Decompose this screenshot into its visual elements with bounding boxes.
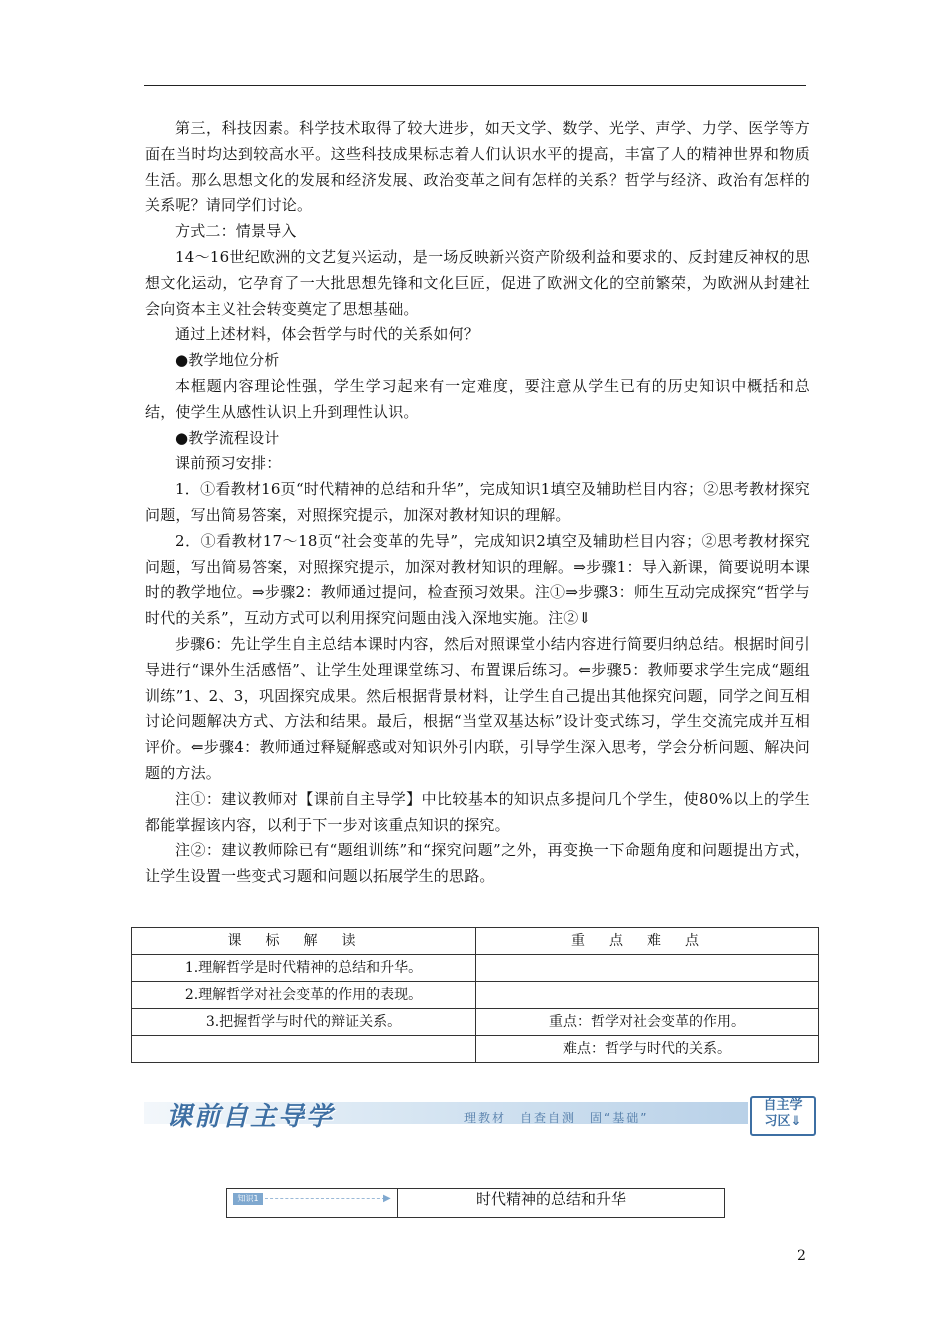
paragraph: 步骤6：先让学生自主总结本课时内容，然后对照课堂小结内容进行简要归纳总结。根据时间引导进行“课外生活感悟”、让学生处理课堂练习、布置课后练习。⇐步骤5：教师要求学生完成“题组训练”1、2、3，巩固探究成果。然后根据背景材料，让学生自己提出其他探究问题，同学之间互相讨论问题解决方式、方法和结果。最后，根据“当堂双基达标”设计变式练习，学生交流完成并互相评价。⇐步骤4：教师通过释疑解惑或对知识外引内联，引导学生深入思考，学会分析问题、解决问题的方法。 <box>145 634 810 782</box>
paragraph: 2．①看教材17～18页“社会变革的先导”，完成知识2填空及辅助栏目内容；②思考教材探究问题，写出简易答案，对照探究提示，加深对教材知识的理解。⇒步骤1：导入新课，简要说明本课时的教学地位。⇒步骤2：教师通过提问，检查预习效果。注①⇒步骤3：师生互动完成探究“哲学与时代的关系”，互动方式可以利用探究问题由浅入深地实施。注②⇓ <box>145 531 810 628</box>
note: 注②：建议教师除已有“题组训练”和“探究问题”之外，再变换一下命题角度和问题提出方式，让学生设置一些变式习题和问题以拓展学生的思路。 <box>145 841 810 886</box>
knowledge-title: 时代精神的总结和升华 <box>476 1190 627 1208</box>
note: 注①：建议教师对【课前自主导学】中比较基本的知识点多提问几个学生，使80%以上的学生都能掌握该内容，以利于下一步对该重点知识的探究。 <box>145 789 810 834</box>
knowledge-heading-box <box>226 1188 725 1218</box>
table-row <box>132 1009 819 1036</box>
header-rule <box>144 85 806 86</box>
banner-badge-line: 自主学 <box>763 1098 803 1113</box>
paragraph: 14～16世纪欧洲的文艺复兴运动，是一场反映新兴资产阶级利益和要求的、反封建反神权的思想文化运动，它孕育了一大批思想先锋和文化巨匠，促进了欧洲文化的空前繁荣，为欧洲从封建社会向资本主义社会转变奠定了思想基础。 <box>145 247 810 318</box>
table-cell: 2.理解哲学对社会变革的作用的表现。 <box>132 982 476 1009</box>
header-key-points: 重点难点 <box>476 928 819 955</box>
table-row <box>132 955 819 982</box>
paragraph: 1．①看教材16页“时代精神的总结和升华”，完成知识1填空及辅助栏目内容；②思考教材探究问题，写出简易答案，对照探究提示，加深对教材知识的理解。 <box>145 480 810 524</box>
section-banner <box>144 1092 816 1136</box>
body-text <box>145 116 810 890</box>
table-row <box>132 982 819 1009</box>
paragraph: 通过上述材料，体会哲学与时代的关系如何？ <box>175 325 480 344</box>
header-standards: 课标解读 <box>132 928 476 955</box>
table-cell: 难点：哲学与时代的关系。 <box>476 1036 819 1063</box>
standards-table <box>131 927 819 1063</box>
banner-badge <box>750 1096 816 1136</box>
table-cell <box>132 1036 476 1063</box>
table-cell: 重点：哲学对社会变革的作用。 <box>476 1009 819 1036</box>
knowledge-tag: 知识1 <box>233 1193 263 1205</box>
paragraph: 本框题内容理论性强，学生学习起来有一定难度，要注意从学生已有的历史知识中概括和总结，使学生从感性认识上升到理性认识。 <box>145 376 810 421</box>
section-heading: ●教学地位分析 <box>175 351 280 370</box>
table-cell <box>476 955 819 982</box>
section-heading: ●教学流程设计 <box>175 428 280 447</box>
dashed-line <box>265 1198 385 1199</box>
table-cell <box>476 982 819 1009</box>
page-number: 2 <box>797 1248 806 1264</box>
table-cell: 1.理解哲学是时代精神的总结和升华。 <box>132 955 476 982</box>
table-cell: 3.把握哲学与时代的辩证关系。 <box>132 1009 476 1036</box>
paragraph: 第三，科技因素。科学技术取得了较大进步，如天文学、数学、光学、声学、力学、医学等方面在当时均达到较高水平。这些科技成果标志着人们认识水平的提高，丰富了人的精神世界和物质生活。那么思想文化的发展和经济发展、政治变革之间有怎样的关系？哲学与经济、政治有怎样的关系呢？请同学们讨论。 <box>145 119 810 215</box>
table-header-row <box>132 928 819 955</box>
banner-title: 课前自主导学 <box>166 1102 335 1132</box>
banner-slogan: 理教材 自查自测 固“基础” <box>464 1111 649 1125</box>
paragraph: 方式二：情景导入 <box>175 222 297 241</box>
table-row <box>132 1036 819 1063</box>
knowledge-tag-cell <box>227 1189 398 1217</box>
banner-badge-line: 习区⇓ <box>764 1114 802 1129</box>
paragraph: 课前预习安排： <box>175 454 282 473</box>
arrow-right-icon: ▶ <box>383 1193 391 1204</box>
